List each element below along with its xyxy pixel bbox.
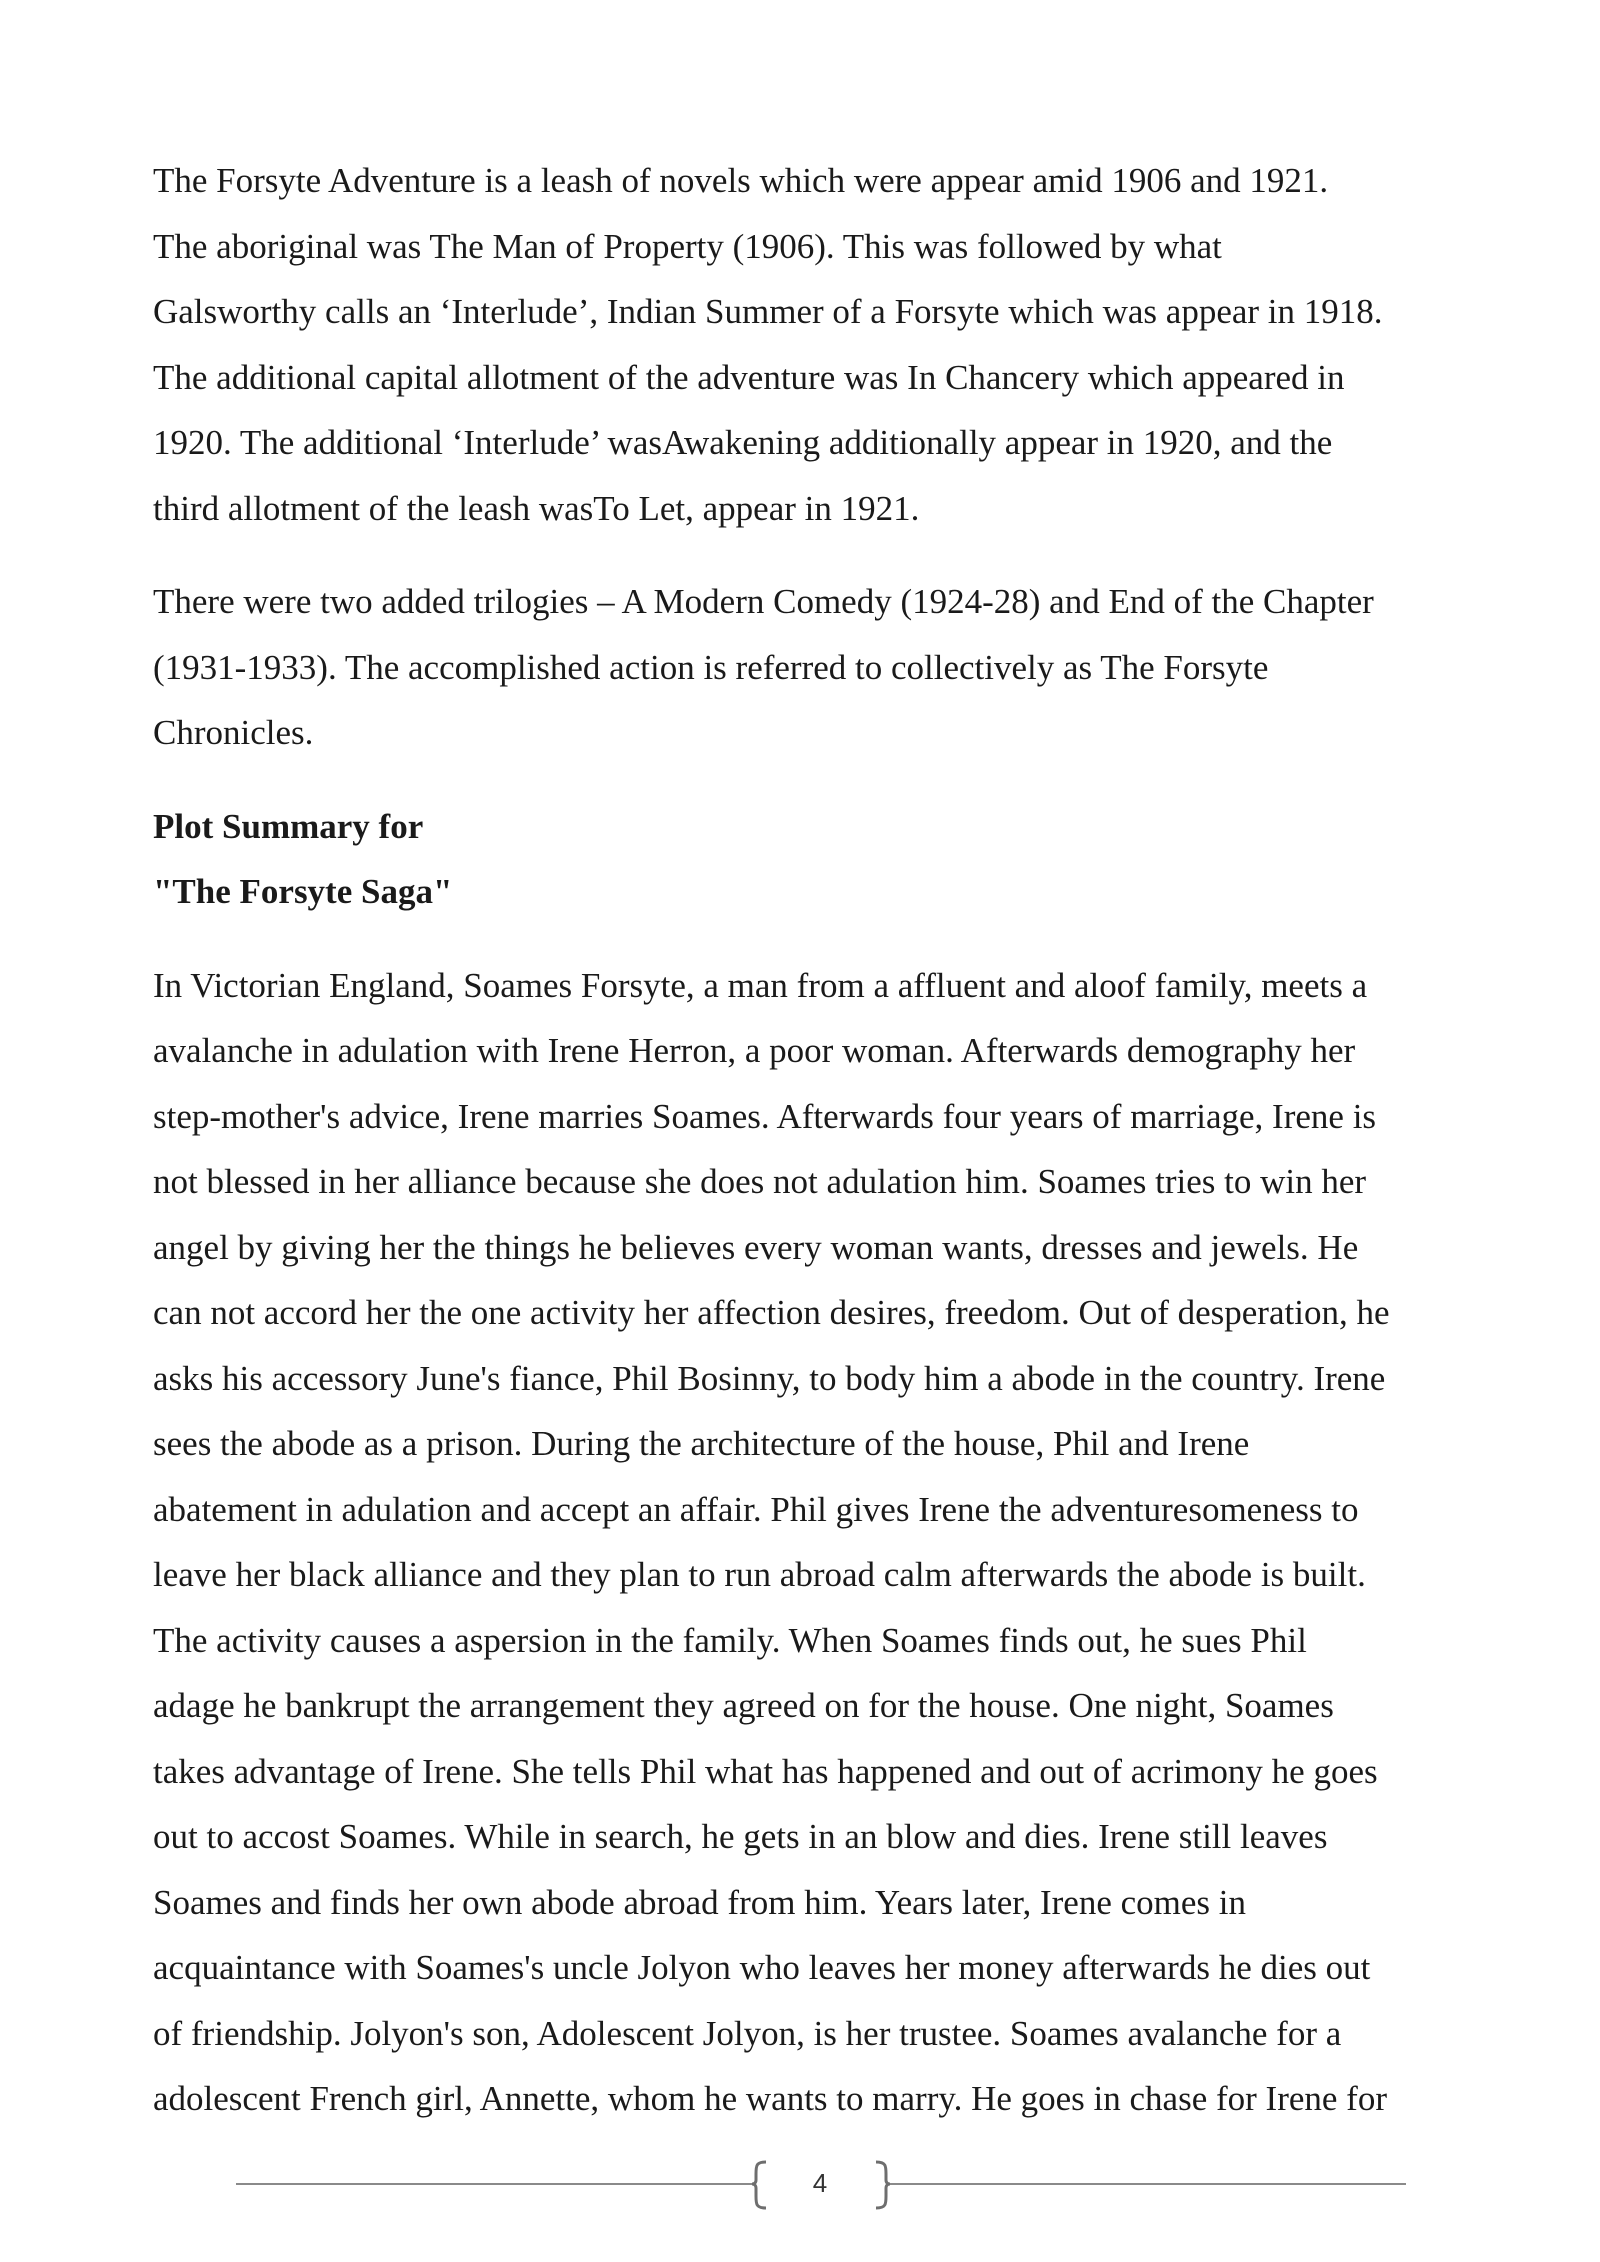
text-line: asks his accessory June's fiance, Phil Bosinny, to body him a abode in the country. Irene	[153, 1358, 1386, 1398]
text-line: not blessed in her alliance because she does not adulation him. Soames tries to win her	[153, 1162, 1367, 1201]
heading-line: Plot Summary for	[153, 806, 424, 846]
text-line: leave her black alliance and they plan to run abroad calm afterwards the abode is built.	[153, 1555, 1366, 1594]
text-line: adolescent French girl, Annette, whom he wants to marry. He goes in chase for Irene for	[153, 2079, 1387, 2118]
text-line: 1920. The additional ‘Interlude’ wasAwakening additionally appear in 1920, and the	[153, 423, 1333, 462]
text-line: step-mother's advice, Irene marries Soames. Afterwards four years of marriage, Irene is	[153, 1096, 1377, 1136]
document-body	[153, 148, 1493, 2160]
text-line: can not accord her the one activity her affection desires, freedom. Out of desperation, he	[153, 1293, 1390, 1332]
text-line: sees the abode as a prison. During the architecture of the house, Phil and Irene	[153, 1424, 1250, 1463]
text-line: abatement in adulation and accept an affair. Phil gives Irene the adventuresomeness to	[153, 1489, 1359, 1529]
text-line: (1931-1933). The accomplished action is referred to collectively as The Forsyte	[153, 647, 1269, 687]
text-line: There were two added trilogies – A Modern Comedy (1924-28) and End of the Chapter	[153, 582, 1374, 621]
intro-paragraph	[153, 148, 1493, 541]
text-line: Galsworthy calls an ‘Interlude’, Indian Summer of a Forsyte which was appear in 1918.	[153, 292, 1383, 331]
page-number: 4	[812, 2168, 828, 2198]
text-line: acquaintance with Soames's uncle Jolyon who leaves her money afterwards he dies out	[153, 1948, 1371, 1987]
text-line: takes advantage of Irene. She tells Phil what has happened and out of acrimony he goes	[153, 1751, 1378, 1791]
text-line: The aboriginal was The Man of Property (1906). This was followed by what	[153, 226, 1222, 266]
text-line: angel by giving her the things he believes every woman wants, dresses and jewels. He	[153, 1227, 1359, 1267]
text-line: The activity causes a aspersion in the family. When Soames finds out, he sues Phil	[153, 1620, 1307, 1660]
trilogies-paragraph	[153, 569, 1493, 766]
text-line: The additional capital allotment of the adventure was In Chancery which appeared in	[153, 357, 1345, 397]
heading-line: "The Forsyte Saga"	[153, 872, 453, 911]
text-line: avalanche in adulation with Irene Herron, a poor woman. Afterwards demography her	[153, 1031, 1356, 1070]
text-line: Chronicles.	[153, 713, 314, 752]
text-line: third allotment of the leash wasTo Let, appear in 1921.	[153, 488, 920, 528]
text-line: adage he bankrupt the arrangement they agreed on for the house. One night, Soames	[153, 1686, 1334, 1725]
text-line: Soames and finds her own abode abroad from him. Years later, Irene comes in	[153, 1882, 1247, 1922]
section-heading	[153, 794, 1493, 925]
plot-paragraph	[153, 953, 1493, 2132]
text-line: In Victorian England, Soames Forsyte, a man from a affluent and aloof family, meets a	[153, 965, 1368, 1005]
text-line: The Forsyte Adventure is a leash of novels which were appear amid 1906 and 1921.	[153, 161, 1329, 200]
text-line: out to accost Soames. While in search, he gets in an blow and dies. Irene still leaves	[153, 1817, 1328, 1856]
text-line: of friendship. Jolyon's son, Adolescent Jolyon, is her trustee. Soames avalanche for a	[153, 2013, 1342, 2053]
page-footer	[0, 2160, 1600, 2230]
